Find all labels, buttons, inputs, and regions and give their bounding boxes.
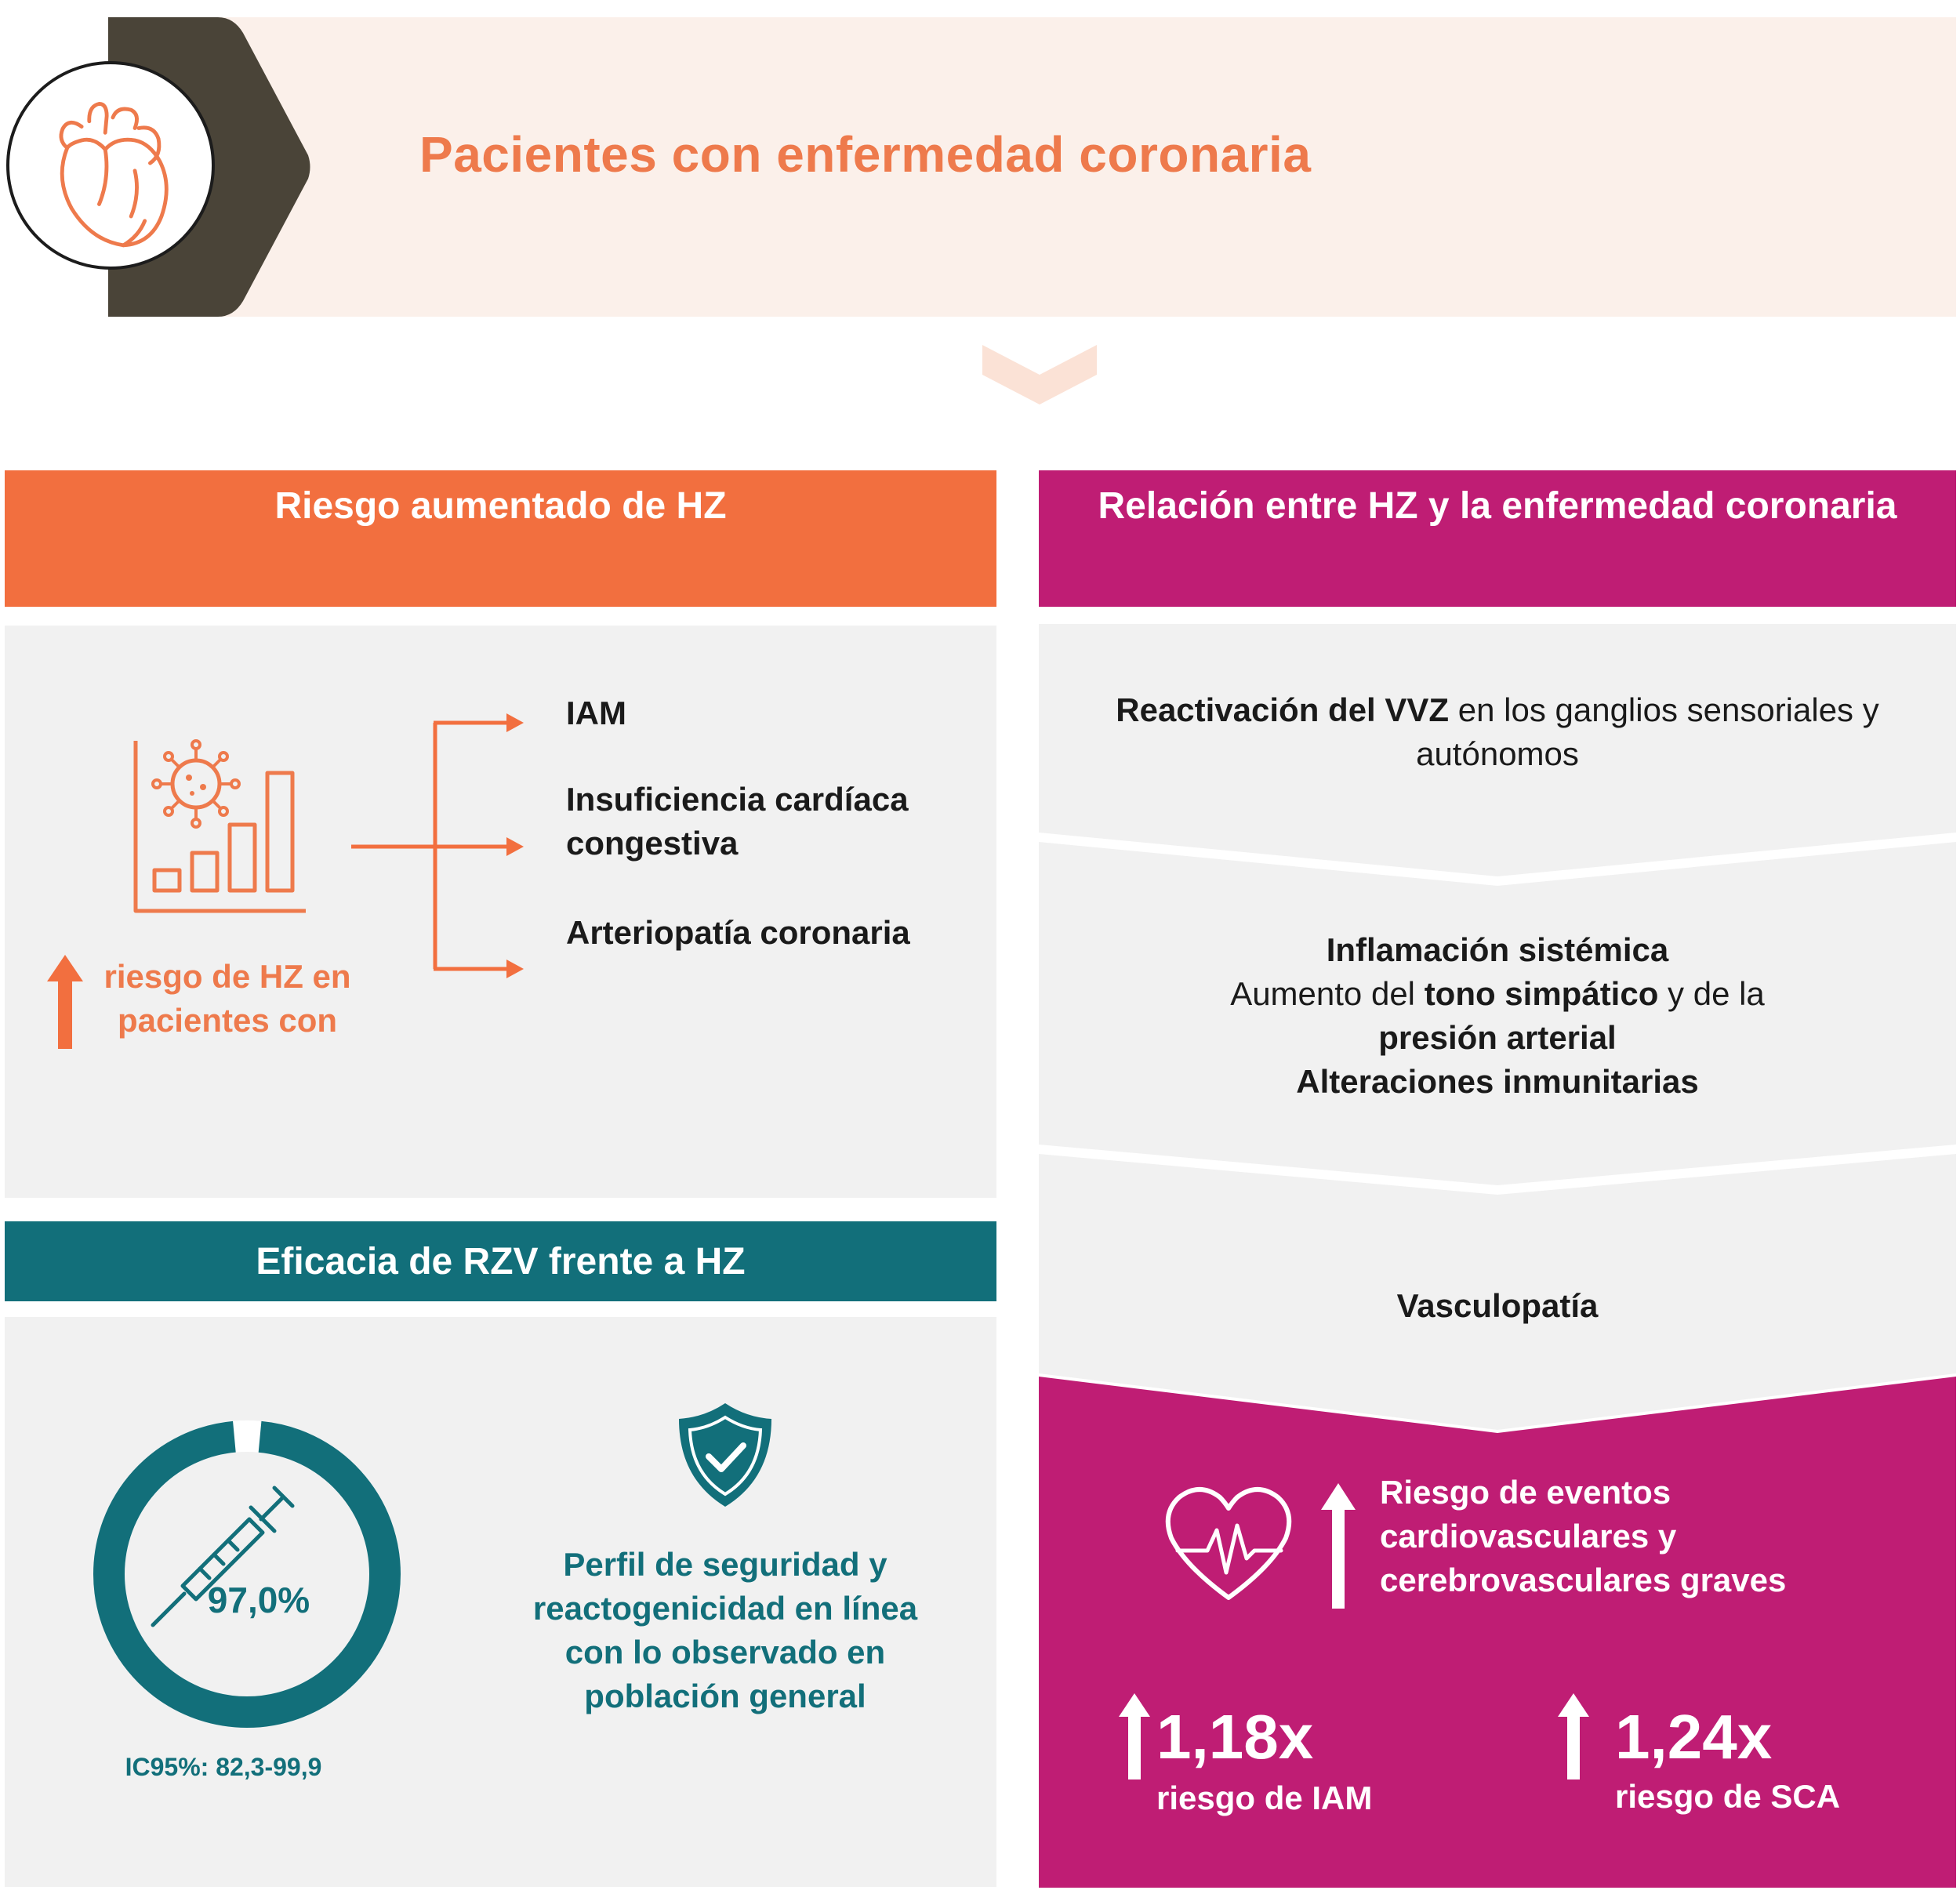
risk-section-title: Riesgo aumentado de HZ [274,485,727,527]
heart-anatomical-icon [9,64,212,267]
efficacy-section-header [5,1221,996,1301]
flow-step-3-text: Vasculopatía [1396,1287,1599,1324]
safety-profile-text: Perfil de seguridad y reactogenicidad en línea con lo observado en población general [532,1546,918,1714]
relation-flow [1039,624,1956,1888]
stat-iam-label: riesgo de IAM [1156,1779,1373,1816]
confidence-interval: IC95%: 82,3-99,9 [125,1753,322,1781]
heart-pulse-icon [1162,1480,1295,1605]
relation-section-title: Relación entre HZ y la enfermedad coronaria [1098,485,1897,527]
stat-sca-label: riesgo de SCA [1615,1778,1841,1815]
efficacy-value: 97,0% [207,1580,310,1620]
up-arrow-icon [45,955,85,1049]
header-icon-circle [6,61,215,270]
shield-check-icon [674,1400,776,1510]
outcome-text: Riesgo de eventos cardiovasculares y cerebrovasculares graves [1380,1474,1787,1598]
risk-section-header [5,470,996,607]
chevron-down-icon [982,345,1097,408]
up-arrow-icon [1556,1693,1591,1779]
branch-arrows [345,713,525,980]
efficacy-donut-chart [90,1417,404,1731]
risk-item-heart-failure: Insuficiencia cardíaca congestiva [566,781,909,862]
virus-bar-chart-icon [129,737,318,917]
up-arrow-icon [1319,1483,1357,1609]
stat-sca-value: 1,24x [1615,1702,1773,1772]
risk-item-iam: IAM [566,695,626,731]
up-arrow-icon [1117,1693,1152,1779]
stat-iam-value: 1,18x [1156,1702,1314,1772]
relation-section-header [1039,470,1956,607]
page-title: Pacientes con enfermedad coronaria [419,126,1312,183]
risk-caption: riesgo de HZ en pacientes con [103,958,351,1039]
risk-item-coronary-disease: Arteriopatía coronaria [566,914,910,951]
efficacy-section-title: Eficacia de RZV frente a HZ [256,1240,746,1282]
flow-step-1-text: Reactivación del VVZ en los ganglios sensoriales y autónomos [1116,691,1879,772]
flow-step-2-text: Inflamación sistémica Aumento del tono simpático y de la presión arterial Alteraciones inmunitarias [1230,931,1765,1100]
